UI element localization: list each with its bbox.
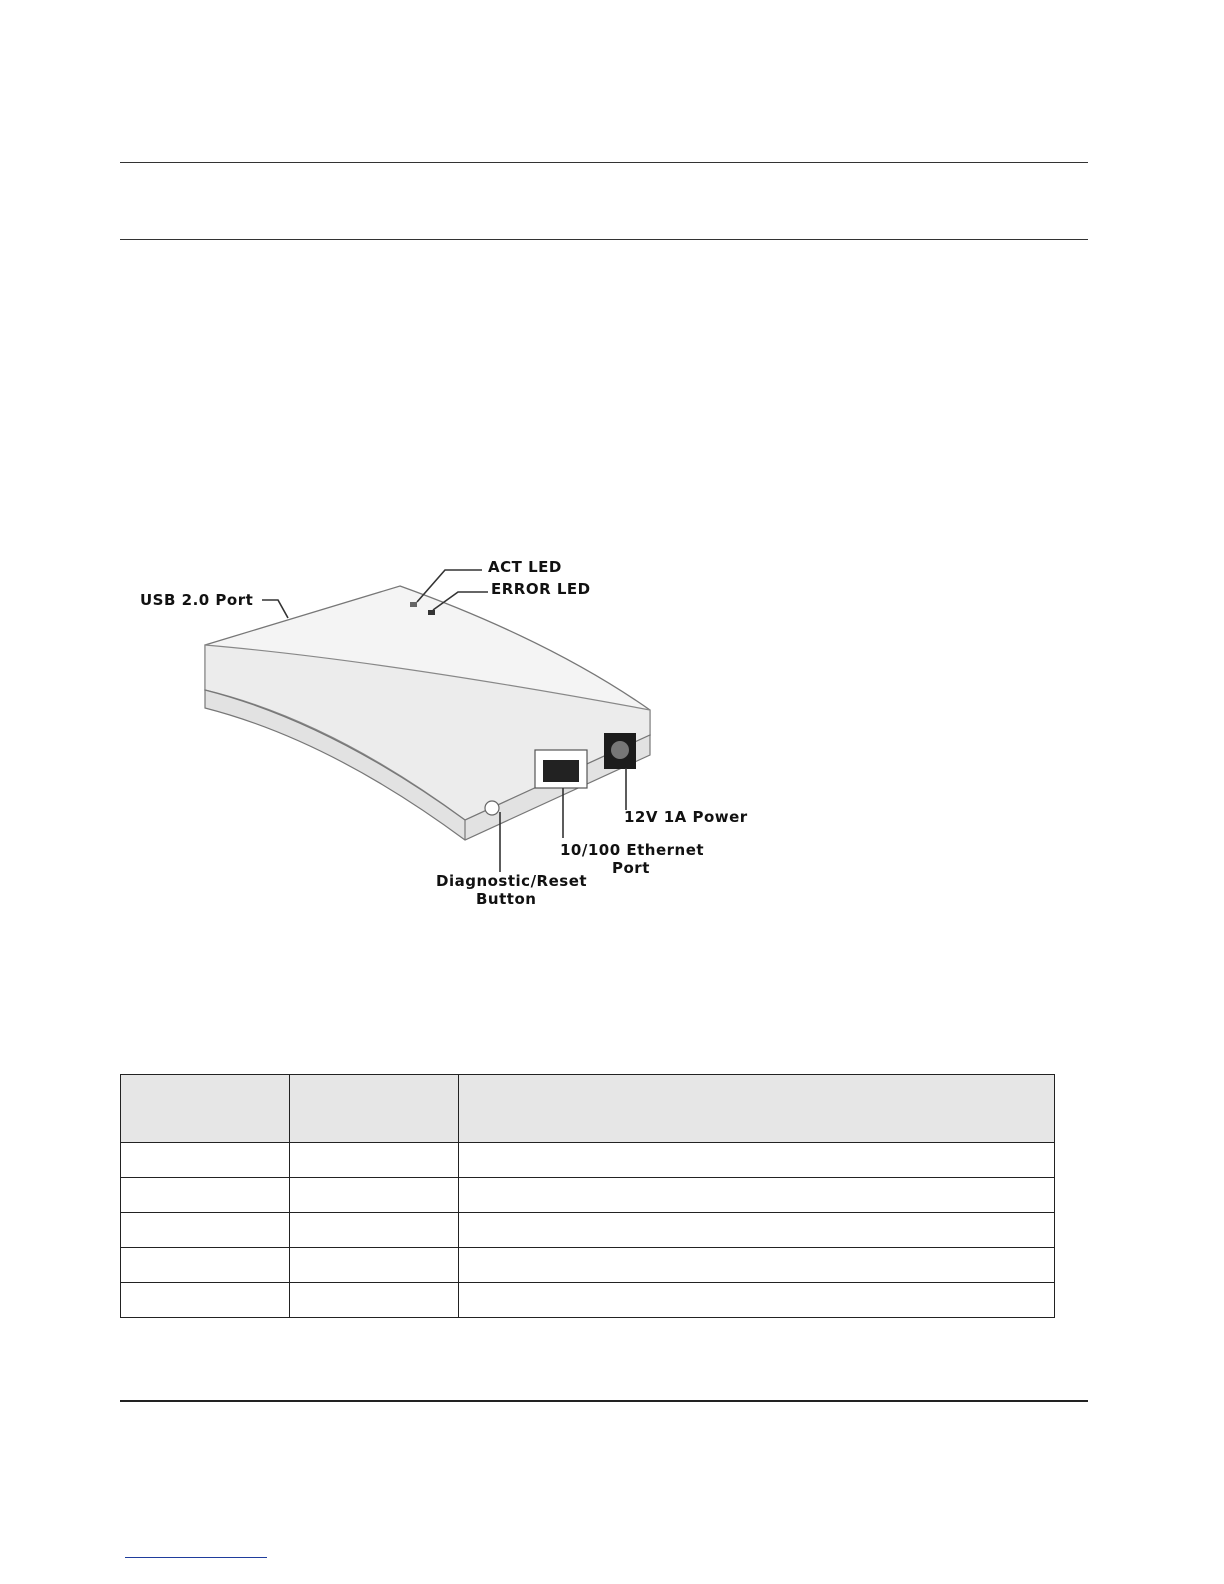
header-rule-top <box>120 162 1088 163</box>
table-cell <box>459 1248 1055 1283</box>
error-led-label: ERROR LED <box>491 580 591 598</box>
header-rule-bottom <box>120 239 1088 240</box>
table-row <box>121 1283 1055 1318</box>
table-cell <box>290 1213 459 1248</box>
table-cell <box>459 1178 1055 1213</box>
footer-rule <box>120 1400 1088 1402</box>
table-header-cell <box>290 1075 459 1143</box>
table-cell <box>459 1143 1055 1178</box>
table-cell <box>459 1283 1055 1318</box>
error-led-icon <box>428 610 435 615</box>
table-row <box>121 1178 1055 1213</box>
act-led-label: ACT LED <box>488 558 562 576</box>
table-cell <box>121 1248 290 1283</box>
act-led-icon <box>410 602 417 607</box>
reset-label-line1: Diagnostic/Reset <box>436 872 588 890</box>
table-cell <box>121 1143 290 1178</box>
table-row <box>121 1248 1055 1283</box>
table-header-cell <box>121 1075 290 1143</box>
device-diagram <box>130 550 770 920</box>
led-status-table <box>120 1074 1055 1318</box>
footer-link-underline[interactable] <box>125 1557 267 1558</box>
table-cell <box>290 1248 459 1283</box>
table-header-cell <box>459 1075 1055 1143</box>
table-cell <box>290 1178 459 1213</box>
ethernet-label-line1: 10/100 Ethernet <box>560 841 705 859</box>
reset-label-line2: Button <box>476 890 537 908</box>
table-cell <box>290 1143 459 1178</box>
table-header-row <box>121 1075 1055 1143</box>
table-cell <box>459 1213 1055 1248</box>
table-cell <box>121 1213 290 1248</box>
table-cell <box>290 1283 459 1318</box>
table-row <box>121 1213 1055 1248</box>
reset-button-icon <box>485 801 499 815</box>
power-label: 12V 1A Power <box>624 808 748 826</box>
table-cell <box>121 1178 290 1213</box>
table-row <box>121 1143 1055 1178</box>
print-server-device <box>205 586 650 840</box>
ethernet-label-line2: Port <box>612 859 650 877</box>
table-cell <box>121 1283 290 1318</box>
usb-port-label: USB 2.0 Port <box>140 591 254 609</box>
